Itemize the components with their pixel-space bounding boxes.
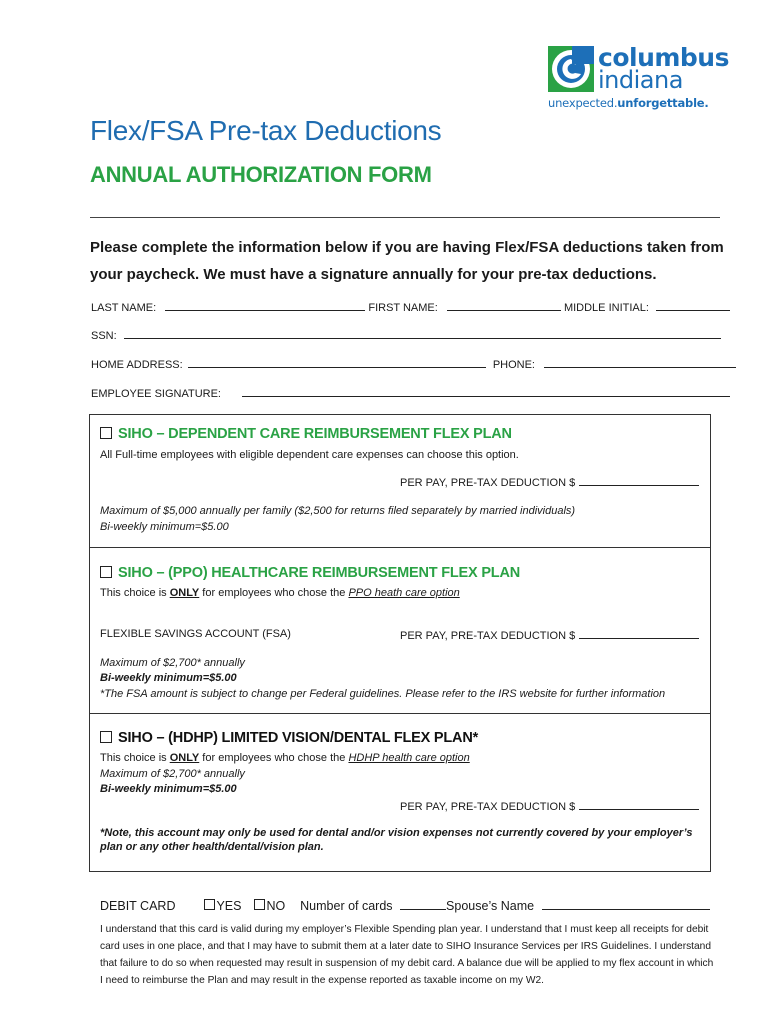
phone-label: PHONE: — [492, 359, 535, 371]
section-divider — [90, 713, 710, 714]
ppo-min: Bi-weekly minimum=$5.00 — [100, 672, 237, 684]
fsa-label: FLEXIBLE SAVINGS ACCOUNT (FSA) — [100, 628, 291, 640]
hdhp-flex-checkbox[interactable] — [100, 731, 112, 743]
debit-no-label: NO — [266, 899, 286, 913]
spouse-name-label: Spouse’s Name — [446, 899, 535, 913]
page-title: Flex/FSA Pre-tax Deductions — [90, 115, 442, 146]
first-name-label: FIRST NAME: — [368, 302, 438, 314]
ppo-flex-checkbox[interactable] — [100, 566, 112, 578]
logo-word-indiana: indiana — [598, 66, 683, 94]
middle-initial-field[interactable] — [656, 299, 730, 311]
name-row — [91, 299, 730, 313]
dependent-care-max: Maximum of $5,000 annually per family ($2,500 for returns filed separately by married individuals) — [100, 505, 576, 517]
number-of-cards-field[interactable] — [400, 897, 446, 910]
hdhp-deduction: PER PAY, PRE-TAX DEDUCTION $ — [400, 798, 699, 813]
signature-row — [91, 385, 730, 399]
ppo-flex-title: SIHO – (PPO) HEALTHCARE REIMBURSEMENT FLEX PLAN — [100, 565, 520, 581]
plan-options-box — [89, 414, 711, 872]
hdhp-min: Bi-weekly minimum=$5.00 — [100, 783, 237, 795]
hdhp-choice-text: This choice is ONLY for employees who chose the HDHP health care option — [100, 752, 470, 764]
home-address-field[interactable] — [188, 356, 486, 368]
number-of-cards-label: Number of cards — [300, 899, 393, 913]
signature-field[interactable] — [242, 385, 730, 397]
debit-no-checkbox[interactable] — [254, 899, 265, 910]
ppo-note: *The FSA amount is subject to change per Federal guidelines. Please refer to the IRS website for further information — [100, 688, 666, 700]
dependent-care-checkbox[interactable] — [100, 427, 112, 439]
debit-card-row — [100, 897, 710, 913]
logo-mark-icon — [548, 46, 594, 92]
ssn-label: SSN: — [91, 330, 117, 342]
middle-initial-label: MIDDLE INITIAL: — [563, 302, 649, 314]
dependent-care-title: SIHO – DEPENDENT CARE REIMBURSEMENT FLEX PLAN — [100, 426, 512, 442]
dependent-care-amount-field[interactable] — [579, 474, 699, 486]
ppo-deduction: PER PAY, PRE-TAX DEDUCTION $ — [400, 627, 699, 642]
debit-card-label: DEBIT CARD — [100, 899, 176, 913]
page-subtitle: ANNUAL AUTHORIZATION FORM — [90, 162, 432, 187]
logo-word-columbus: columbus — [598, 43, 729, 72]
hdhp-note: *Note, this account may only be used for dental and/or vision expenses not currently covered by your employer’s plan or any other health/dental/vision plan. — [100, 827, 693, 853]
hdhp-amount-field[interactable] — [579, 798, 699, 810]
debit-yes-checkbox[interactable] — [204, 899, 215, 910]
ppo-max: Maximum of $2,700* annually — [100, 657, 245, 669]
header-divider — [90, 217, 720, 218]
spouse-name-field[interactable] — [542, 897, 710, 910]
last-name-label: LAST NAME: — [91, 302, 157, 314]
hdhp-max: Maximum of $2,700* annually — [100, 768, 245, 780]
dependent-care-desc: All Full-time employees with eligible dependent care expenses can choose this option. — [100, 449, 519, 461]
debit-yes-label: YES — [216, 899, 242, 913]
address-row — [91, 356, 736, 370]
last-name-field[interactable] — [165, 299, 365, 311]
signature-label: EMPLOYEE SIGNATURE: — [91, 388, 221, 400]
ppo-choice-text: This choice is ONLY for employees who chose the PPO heath care option — [100, 587, 460, 599]
dependent-care-min: Bi-weekly minimum=$5.00 — [100, 521, 229, 533]
dependent-care-deduction: PER PAY, PRE-TAX DEDUCTION $ — [400, 474, 699, 489]
home-address-label: HOME ADDRESS: — [91, 359, 183, 371]
section-divider — [90, 547, 710, 548]
intro-text: Please complete the information below if you are having Flex/FSA deductions taken from your paycheck. We must have a signature annually for your pre-tax deductions. — [90, 239, 724, 283]
first-name-field[interactable] — [447, 299, 561, 311]
phone-field[interactable] — [544, 356, 736, 368]
logo-tagline: unexpected.unforgettable. — [548, 96, 709, 110]
debit-card-terms: I understand that this card is valid during my employer’s Flexible Spending plan year. I understand that I must keep all receipts for debit card uses in one place, and that I may have to submit them at a later date to SIHO Insurance Services per IRS Guidelines. I understand that failure to do so when requested may result in suspension of my debit card. A balance due will be applied to my flex account in which I need to reimburse the Plan and may result in the expense reported as taxable income on my W2. — [100, 924, 714, 986]
columbus-indiana-logo — [548, 44, 728, 116]
ssn-field[interactable] — [124, 327, 721, 339]
hdhp-flex-title: SIHO – (HDHP) LIMITED VISION/DENTAL FLEX PLAN* — [100, 730, 478, 746]
ppo-amount-field[interactable] — [579, 627, 699, 639]
ssn-row — [91, 327, 721, 341]
